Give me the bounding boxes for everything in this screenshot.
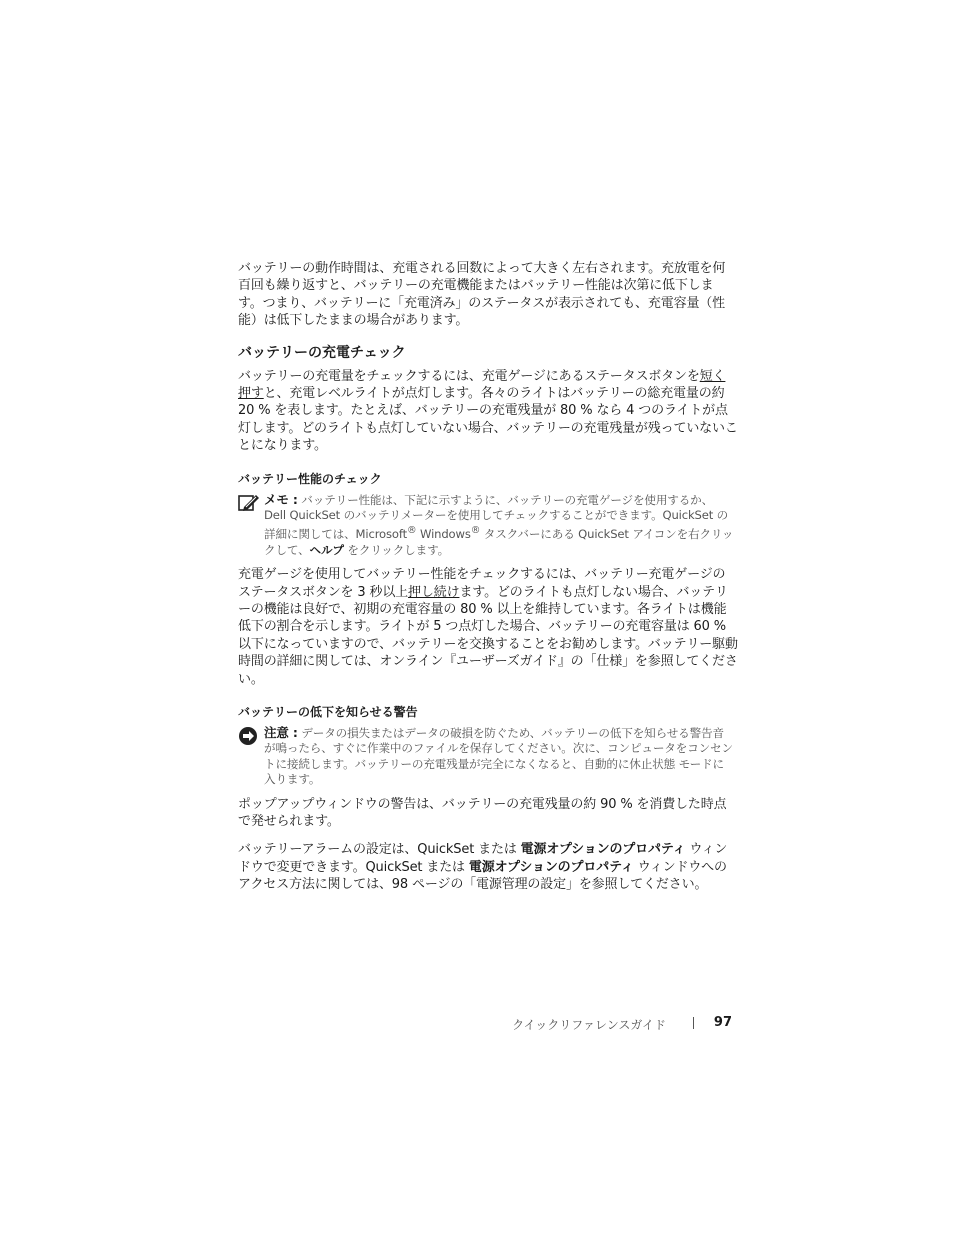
text-run: バッテリー性能は、下記に示すように、バッテリーの充電ゲージを使用するか、Dell QuickSet のバッテリメーターを使用してチェックすることができます。QuickSet の詳細に関しては、Microsoft xyxy=(264,492,729,542)
alarm-settings-paragraph xyxy=(238,841,738,893)
notice-text xyxy=(264,725,734,788)
section-title-low-battery-warning: バッテリーの低下を知らせる警告 xyxy=(238,704,418,719)
power-options-term: 電源オプションのプロパティ xyxy=(520,842,686,858)
text-run: バッテリーアラームの設定は、QuickSet または xyxy=(238,842,521,858)
section-title-charge-check: バッテリーの充電チェック xyxy=(238,344,406,361)
power-options-term: 電源オプションのプロパティ xyxy=(468,859,634,875)
text-run: ます。どのライトも点灯しない場合、バッテリーの機能は良好で、初期の充電容量の 80 % 以上を維持しています。各ライトは機能低下の割合を示します。ライトが 5 つ点灯した場合、バッテリーの充電容量は 60 % 以下になっていますので、バッテリーを交換することをお勧めします。バッテリー駆動時間の詳細に関しては、オンライン『ユーザーズガイド』の「仕様」を参照してください。 xyxy=(238,584,738,687)
help-menu-term: ヘルプ xyxy=(309,542,344,557)
page-number: 97 xyxy=(713,1015,732,1030)
popup-warning-paragraph: ポップアップウィンドウの警告は、バッテリーの充電残量の約 90 % を消費した時点で発せられます。 xyxy=(238,796,727,830)
registered-mark: ® xyxy=(406,525,417,537)
memo-label: メモ : xyxy=(264,491,298,507)
intro-paragraph: バッテリーの動作時間は、充電される回数によって大きく左右されます。充放電を何百回も繰り返すと、バッテリーの充電機能またはバッテリー性能は次第に低下します。つまり、バッテリーに「充電済み」のステータスが表示されても、充電容量（性能）は低下したままの場合があります。 xyxy=(238,261,726,329)
text-run: データの損失またはデータの破損を防ぐため、バッテリーの低下を知らせる警告音が鳴ったら、すぐに作業中のファイルを保存してください。次に、コンピュータをコンセントに接続します。バッテリーの充電残量が完全になくなると、自動的に休止状態 モードに入ります。 xyxy=(264,725,733,787)
text-run: 充電ゲージを使用してバッテリー性能をチェックするには、バッテリー充電ゲージのステータスボタンを 3 秒以上 xyxy=(238,567,726,600)
text-run: ウィンドウで変更できます。QuickSet または xyxy=(238,842,728,875)
text-run: タスクバーにある QuickSet アイコンを右クリックして、 xyxy=(264,527,734,557)
footer-title: クイックリファレンスガイド xyxy=(512,1018,666,1032)
pencil-icon xyxy=(238,492,264,515)
underlined-text: 押し続け xyxy=(408,584,460,600)
performance-check-paragraph xyxy=(238,566,738,688)
text-run: バッテリーの充電量をチェックするには、充電ゲージにあるステータスボタンを xyxy=(238,368,700,384)
memo-text xyxy=(264,492,734,558)
page-content xyxy=(238,260,738,894)
text-run: と、充電レベルライトが点灯します。各々のライトはバッテリーの総充電量の約 20 % を表します。たとえば、バッテリーの充電残量が 80 % なら 4 つのライトが点灯します。どのライトも点灯していない場合、バッテリーの充電残量が残っていないことになります。 xyxy=(238,386,738,454)
section-title-performance-check: バッテリー性能のチェック xyxy=(238,471,382,486)
notice-label: 注意 : xyxy=(264,724,298,740)
registered-mark: ® xyxy=(470,525,481,537)
page-footer xyxy=(238,1014,734,1034)
text-run: をクリックします。 xyxy=(343,542,450,557)
text-run: Windows xyxy=(416,527,471,542)
notice-note xyxy=(238,725,738,788)
text-run: ウィンドウへのアクセス方法に関しては、98 ページの「電源管理の設定」を参照してください。 xyxy=(238,859,727,893)
notice-icon xyxy=(238,725,264,748)
footer-divider xyxy=(693,1017,694,1029)
charge-check-paragraph xyxy=(238,368,738,455)
underlined-text: 短く押す xyxy=(238,368,726,402)
memo-note xyxy=(238,492,738,558)
